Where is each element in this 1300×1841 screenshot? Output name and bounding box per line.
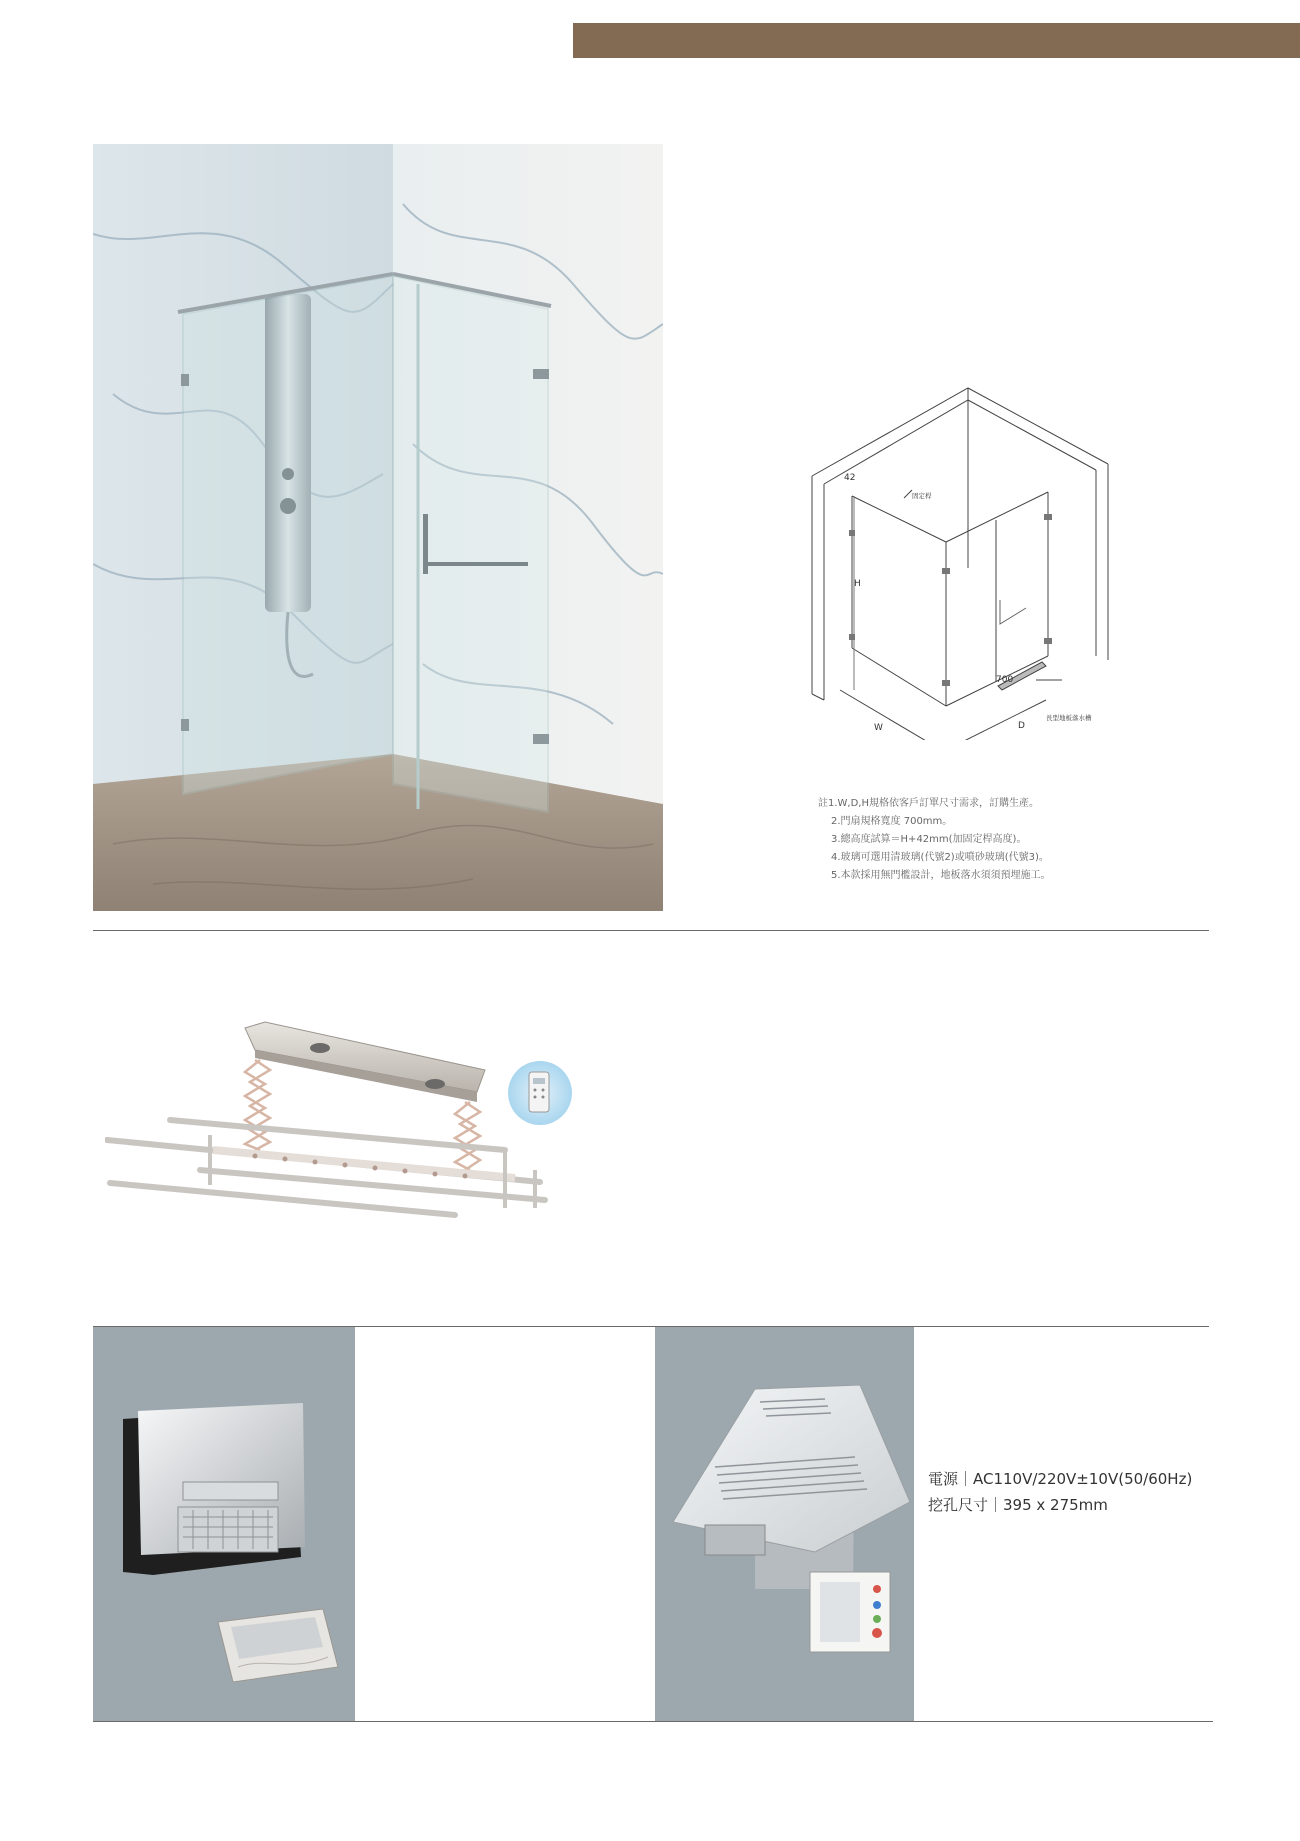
diagram-dim-700: 700 [996, 675, 1014, 685]
note-line: 4.玻璃可選用清玻璃(代號2)或噴砂玻璃(代號3)。 [831, 852, 1049, 863]
diagram-dim-w: W [874, 723, 883, 733]
drying-rack-photo [105, 1010, 585, 1240]
enclosure-technical-drawing [800, 380, 1120, 740]
section-divider [93, 930, 1209, 931]
diagram-label-fixed-rod: 固定桿 [912, 492, 932, 500]
specification-notes [818, 795, 1051, 885]
product-panel-wall-heater [93, 1327, 355, 1721]
ceiling-heater-specs [928, 1466, 1192, 1518]
diagram-dim-d: D [1018, 721, 1025, 731]
spec-power: 電源｜AC110V/220V±10V(50/60Hz) [928, 1470, 1193, 1488]
product-panel-ceiling-heater [655, 1327, 914, 1721]
diagram-label-drain: 長型地板落水槽 [1046, 714, 1092, 722]
diagram-dim-h: H [854, 579, 861, 589]
note-line: 5.本款採用無門檻設計，地板落水須須預埋施工。 [831, 870, 1051, 881]
shower-enclosure-photo [93, 144, 663, 911]
header-bar [573, 23, 1300, 58]
section-divider [93, 1721, 1213, 1722]
note-line: 3.總高度試算＝H+42mm(加固定桿高度)。 [831, 834, 1027, 845]
spec-cutout: 挖孔尺寸｜395 x 275mm [928, 1496, 1108, 1514]
note-line: 註1.W,D,H規格依客戶訂單尺寸需求，訂購生產。 [818, 798, 1040, 809]
note-line: 2.門扇規格寬度 700mm。 [831, 816, 953, 827]
diagram-dim-42: 42 [844, 473, 856, 483]
